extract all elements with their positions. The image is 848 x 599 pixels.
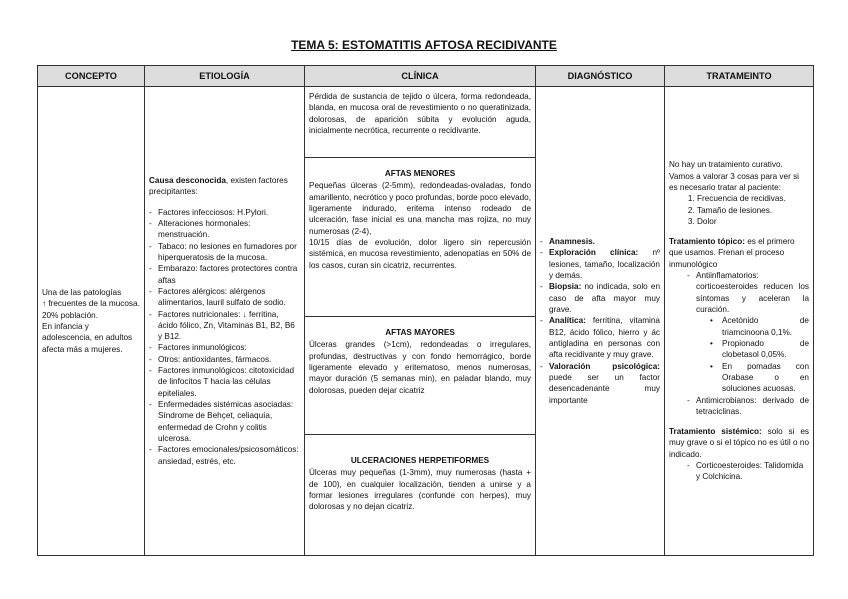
antiinflamatorio-subitem: • Acetónido de triamcinoona 0,1%.	[708, 315, 809, 338]
diagnostico-item: - Exploración clínica: nº lesiones, tamaño, localización y demás.	[540, 247, 660, 281]
etiologia-item: - Factores inmunológicos: citotoxicidad de linfocitos T hacia las células epiteliales.	[149, 365, 300, 399]
diagnostico-item: - Anamnesis.	[540, 236, 660, 247]
valorar-item: 1. Frecuencia de recidivas.	[697, 193, 809, 204]
clinica-cell	[305, 87, 536, 556]
herpetiformes-title: ULCERACIONES HERPETIFORMES	[350, 456, 490, 465]
corticoesteroides-item: - Corticoesteroides: Talidomida y Colchicina.	[687, 460, 809, 483]
etiologia-item: - Embarazo: factores protectores contra aftas	[149, 263, 300, 286]
header-clinica: CLÍNICA	[305, 66, 536, 87]
header-tratamiento: TRATAMEINTO	[665, 66, 814, 87]
antiinflamatorio-subitem: • En pomadas con Orabase o en soluciones acuosas.	[708, 361, 809, 395]
valorar-item: 3. Dolor	[697, 216, 809, 227]
etiologia-intro: Causa desconocida, existen factores precipitantes:	[149, 176, 288, 197]
etiologia-item: - Enfermedades sistémicas asociadas: Síndrome de Behçet, celiaquía, enfermedad de Crohn y colitis ulcerosa.	[149, 399, 300, 444]
antiinflamatorio-subitem: • Propionado de clobetasol 0,05%.	[708, 338, 809, 361]
antiinflamatorios-item: - Antiinflamatorios: corticoesteroides reducen los síntomas y aceleran la curación. • Acetónido de triamcinoona 0,1%. • Propionado de clobetasol 0,05%. • En pomadas con Orabase o en soluciones acuosas.	[687, 270, 809, 394]
etiologia-item: - Factores nutricionales: ↓ ferritina, ácido fólico, Zn, Vitaminas B1, B2, B6 y B12.	[149, 309, 300, 343]
etiologia-item: - Factores emocionales/psicosomáticos: ansiedad, estrés, etc.	[149, 444, 300, 467]
etiologia-item: - Factores inmunológicos:	[149, 342, 300, 353]
header-row	[38, 66, 814, 87]
concepto-line1: Una de las patologías	[42, 288, 122, 298]
etiologia-item: - Alteraciones hormonales: menstruación.	[149, 218, 300, 241]
aftas-mayores-section	[305, 316, 535, 434]
tratamiento-topico: Tratamiento tópico: es el primero que usamos. Frenan el proceso inmunológico	[669, 237, 795, 269]
etiologia-item: - Factores infecciosos: H.Pylori.	[149, 207, 300, 218]
valorar-item: 2. Tamaño de lesiones.	[697, 205, 809, 216]
aftas-menores-title: AFTAS MENORES	[384, 169, 456, 178]
concepto-line3: 20% población.	[42, 310, 98, 320]
antimicrobianos-item: - Antimicrobianos: derivado de tetraciclinas.	[687, 395, 809, 418]
concepto-line4: En infancia y adolescencia, en adultos afecta más a mujeres.	[42, 322, 133, 354]
etiologia-cell	[145, 87, 305, 556]
diagnostico-item: - Analítica: ferritina, vitamina B12, ácido fólico, hierro y ác antigladina en personas con afta recidivante y muy grave.	[540, 315, 660, 360]
header-diagnostico: DIAGNÓSTICO	[536, 66, 665, 87]
page-title: TEMA 5: ESTOMATITIS AFTOSA RECIDIVANTE	[291, 38, 557, 52]
header-etiologia: ETIOLOGÍA	[145, 66, 305, 87]
header-concepto: CONCEPTO	[38, 66, 145, 87]
concepto-line2: ↑ frecuentes de la mucosa.	[42, 299, 140, 309]
tratamiento-intro: No hay un tratamiento curativo. Vamos a valorar 3 cosas para ver si es necesario tratar al paciente:	[669, 160, 799, 192]
etiologia-item: - Tabaco: no lesiones en fumadores por hiperqueratosis de la mucosa.	[149, 241, 300, 264]
aftas-mayores-title: AFTAS MAYORES	[385, 328, 455, 337]
etiologia-item: - Otros: antioxidantes, fármacos.	[149, 354, 300, 365]
summary-table	[37, 65, 814, 556]
tratamiento-sistemico: Tratamiento sistémico: solo si es muy grave o si el tópico no es útil o no indicado.	[669, 427, 809, 459]
diagnostico-item: - Biopsia: no indicada, solo en caso de afta mayor muy grave.	[540, 281, 660, 315]
clinica-intro: Pérdida de sustancia de tejido o úlcera, forma redondeada, blanda, en mucosa oral de revestimiento o no queratinizada, dolorosas, de aparición súbita y evolución aguda, inicialmente necrótica, recurrente o recidivante.	[309, 92, 531, 135]
aftas-menores-text2: 10/15 días de evolución, dolor ligero sin repercusión sistémica, en mucosa revestimiento, adenopatías en 50% de los casos, curan sin cicatriz, recurrentes.	[309, 237, 531, 270]
herpetiformes-text: Úlceras muy pequeñas (1-3mm), muy numerosas (hasta + de 100), en cualquier localización, tienden a unirse y a formar lesiones irregulares (confunde con herpes), muy dolorosas y no dejan cicatriz.	[309, 468, 531, 512]
concepto-cell	[38, 87, 145, 556]
valorar-list	[669, 193, 809, 227]
diagnostico-cell	[536, 87, 665, 556]
tratamiento-cell	[665, 87, 814, 556]
aftas-mayores-text: Úlceras grandes (>1cm), redondeadas o irregulares, profundas, destructivas y con fondo hemorrágico, borde ligeramente elevado y eritematoso, menos numerosas, mayor duración (5 semanas min), en paladar blando, muy dolorosas, pueden dejar cicatriz	[309, 340, 531, 395]
aftas-menores-text1: Pequeñas úlceras (2-5mm), redondeadas-ovaladas, fondo amarillento, necrótico y poco profundas, borde poco elevado, ligeramente indurado, eritema intenso rodeado de ulceración, fase inicial es una mancha mas rojiza, no muy numerosas (2-4),	[309, 181, 531, 236]
content-row	[38, 87, 814, 556]
etiologia-item: - Factores alérgicos: alérgenos alimentarios, lauril sulfato de sodio.	[149, 286, 300, 309]
ulceraciones-herpetiformes-section	[305, 434, 535, 517]
diagnostico-item: - Valoración psicológica: puede ser un factor desencadenante muy importante	[540, 361, 660, 406]
aftas-menores-section	[305, 157, 535, 316]
